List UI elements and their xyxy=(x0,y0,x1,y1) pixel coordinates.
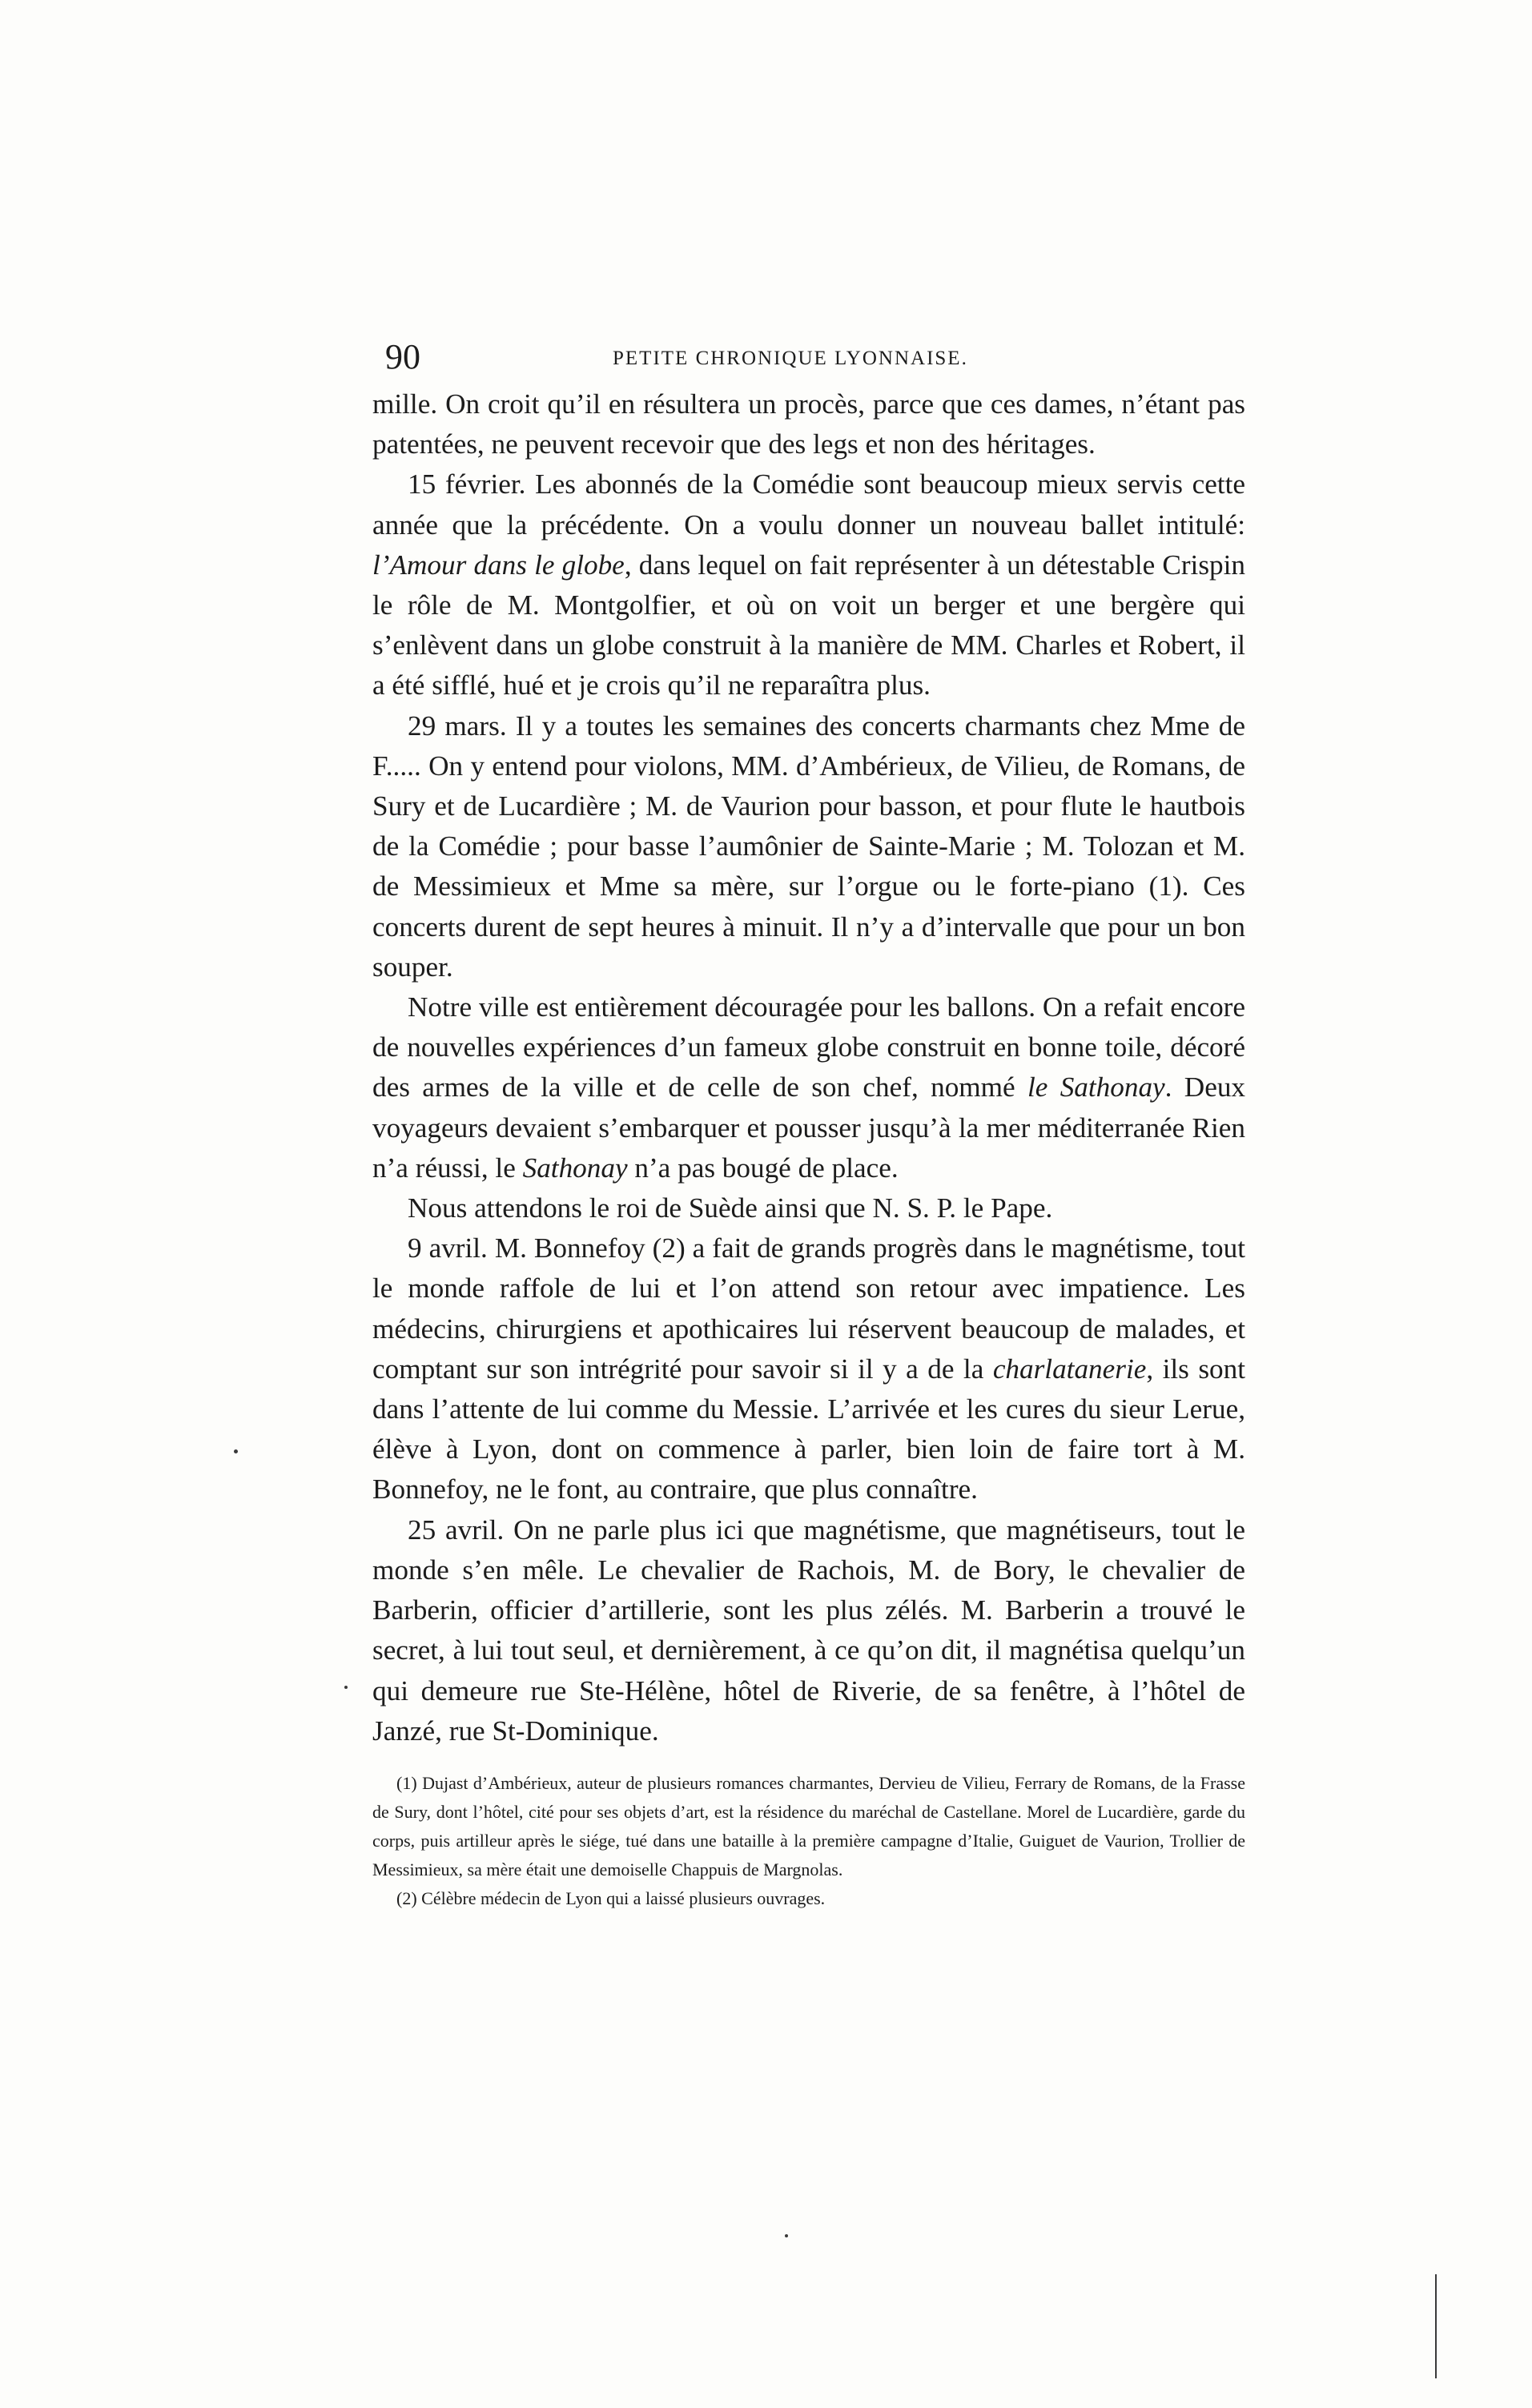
body-text xyxy=(372,384,1245,1751)
ballet-title: l’Amour dans le globe xyxy=(372,549,625,581)
scan-speck xyxy=(785,2234,788,2237)
page-number: 90 xyxy=(385,337,420,376)
balloon-name: le Sathonay xyxy=(1027,1071,1165,1103)
book-page xyxy=(372,336,1245,1913)
paragraph-29-mars: 29 mars. Il y a toutes les semaines des concerts charmants chez Mme de F..... On y entend pour violons, MM. d’Ambérieux, de Vilieu, de Romans, de Sury et de Lucardière ; M. de Vaurion pour basson, et pour flute le hautbois de la Comédie ; pour basse l’aumônier de Sainte-Marie ; M. Tolozan et M. de Messimieux et Mme sa mère, sur l’orgue ou le forte-piano (1). Ces concerts durent de sept heures à minuit. Il n’y a d’intervalle que pour un bon souper. xyxy=(372,710,1245,983)
running-head xyxy=(372,336,1245,384)
running-title: PETITE CHRONIQUE LYONNAISE. xyxy=(613,348,968,369)
paragraph-9-avril: 9 avril. M. Bonnefoy (2) a fait de grands progrès dans le magnétisme, tout le monde raffole de lui et l’on attend son retour avec impatience. Les médecins, chirurgiens et apothicaires lui réservent beaucoup de malades, et comptant sur son intrégrité pour savoir si il y a de la charlatanerie, ils sont dans l’attente de lui comme du Messie. L’arrivée et les cures du sieur Lerue, élève à Lyon, dont on commence à parler, bien loin de faire tort à M. Bonnefoy, ne le font, au contraire, que plus connaître. xyxy=(372,1232,1246,1506)
paragraph-15-fevrier: 15 février. Les abonnés de la Comédie sont beaucoup mieux servis cette année que la précédente. On a voulu donner un nouveau ballet intitulé: l’Amour dans le globe, dans lequel on fait représenter à un détestable Crispin le rôle de M. Montgolfier, et où on voit un berger et une bergère qui s’enlèvent dans un globe construit à la manière de MM. Charles et Robert, il a été sifflé, hué et je crois qu’il ne reparaîtra plus. xyxy=(372,468,1245,701)
paragraph-continuation: mille. On croit qu’il en résultera un procès, parce que ces dames, n’étant pas patentées, ne peuvent recevoir que des legs et non des héritages. xyxy=(372,388,1245,460)
scan-edge-line xyxy=(1435,2274,1437,2378)
footnote-1: (1) Dujast d’Ambérieux, auteur de plusieurs romances charmantes, Dervieu de Vilieu, Ferrary de Romans, de la Frasse de Sury, dont l’hôtel, cité pour ses objets d’art, est la résidence du maréchal de Castellane. Morel de Lucardière, garde du corps, puis artilleur après le siége, tué dans une bataille à la première campagne d’Italie, Guiguet de Vaurion, Trollier de Messimieux, sa mère était une demoiselle Chappuis de Margnolas. xyxy=(372,1772,1245,1879)
footnote-2: (2) Célèbre médecin de Lyon qui a laissé plusieurs ouvrages. xyxy=(396,1887,826,1908)
charlatanerie-term: charlatanerie xyxy=(992,1353,1147,1385)
scan-speck xyxy=(234,1449,238,1453)
balloon-name-2: Sathonay xyxy=(522,1152,628,1184)
scan-speck xyxy=(344,1686,348,1689)
paragraph-25-avril: 25 avril. On ne parle plus ici que magnétisme, que magnétiseurs, tout le monde s’en mêle. Le chevalier de Rachois, M. de Bory, le chevalier de Barberin, officier d’artillerie, sont les plus zélés. M. Barberin a trouvé le secret, à lui tout seul, et dernièrement, à ce qu’on dit, il magnétisa quelqu’un qui demeure rue Ste-Hélène, hôtel de Riverie, de sa fenêtre, à l’hôtel de Janzé, rue St-Dominique. xyxy=(372,1514,1245,1747)
paragraph-ballons: Notre ville est entièrement découragée pour les ballons. On a refait encore de nouvelles expériences d’un fameux globe construit en bonne toile, décoré des armes de la ville et de celle de son chef, nommé le Sathonay. Deux voyageurs devaient s’embarquer et pousser jusqu’à la mer méditerranée Rien n’a réussi, le Sathonay n’a pas bougé de place. xyxy=(372,991,1246,1184)
footnotes xyxy=(372,1769,1245,1913)
paragraph-roi-suede: Nous attendons le roi de Suède ainsi que N. S. P. le Pape. xyxy=(408,1192,1053,1224)
